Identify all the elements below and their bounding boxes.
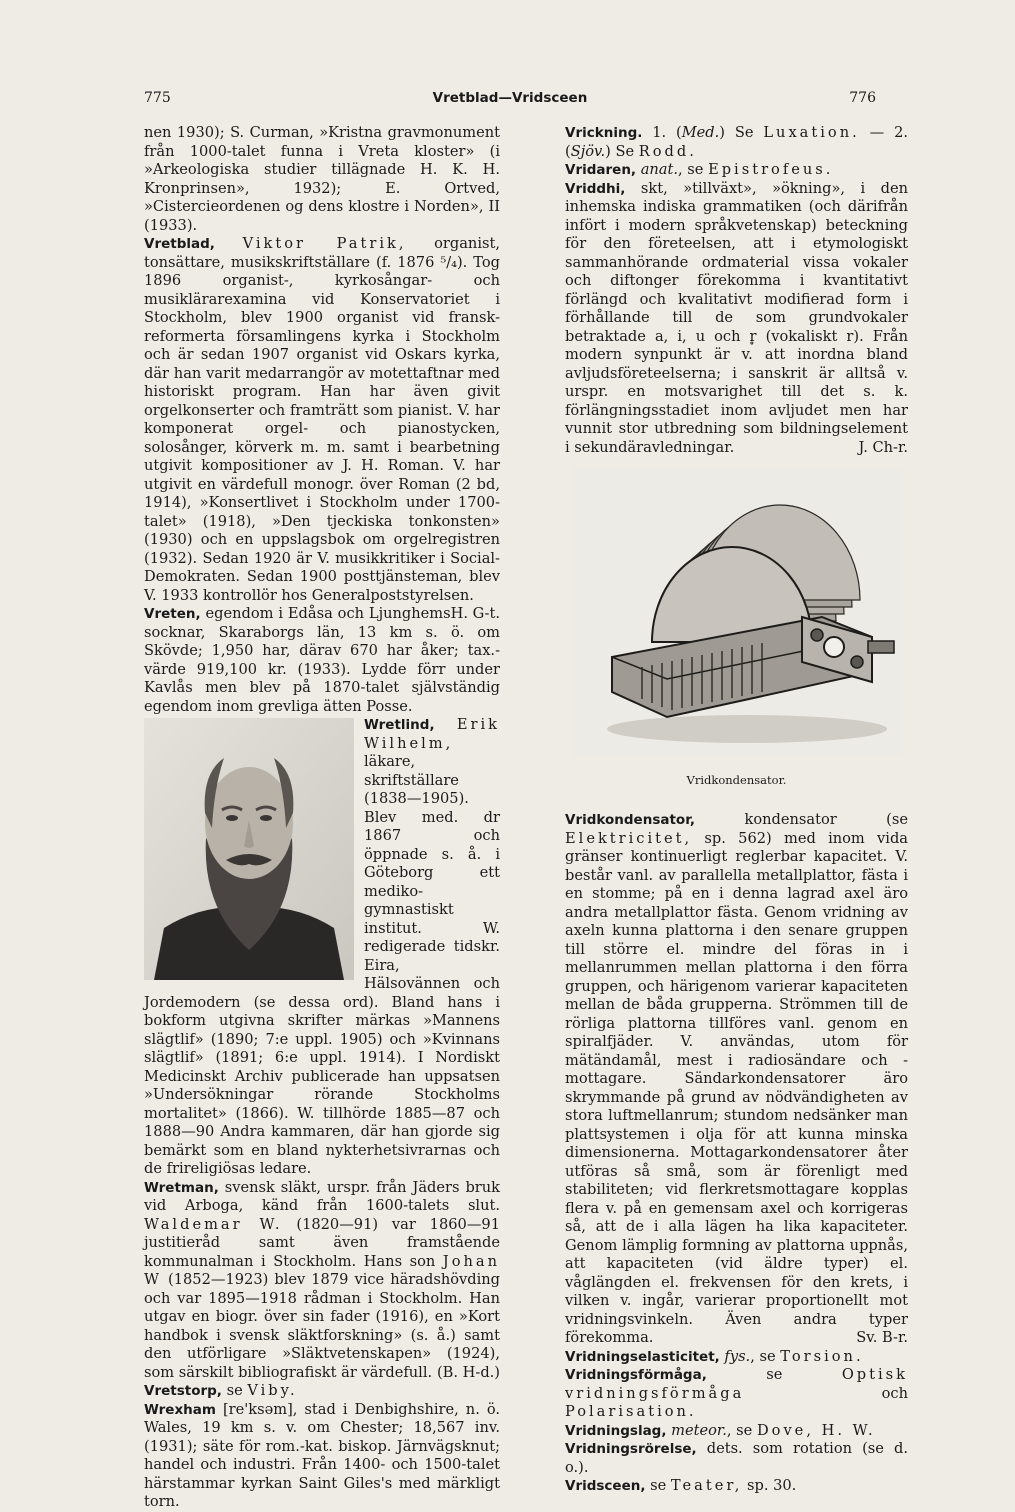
entry-text: ) Se [605,142,639,160]
cross-reference: Rodd. [638,142,697,160]
headword: Vridsceen, [565,1478,646,1494]
field-label: meteor. [671,1421,727,1439]
headword: Vridaren, [565,162,637,178]
right-column [565,124,908,1496]
person-name: Erik Wilhelm, [364,716,500,752]
cross-reference: Teater, [670,1477,743,1494]
headword: Wretman, [144,1179,219,1196]
headword: Vridningselasticitet, [565,1348,720,1365]
headword: Vridningslag, [565,1422,667,1439]
page-number-right: 776 [849,90,876,106]
entry-vridningslag [565,1422,908,1441]
headword: Vriddhi, [565,180,626,197]
entry-text: och [744,1384,908,1402]
signature: H. G-t. [450,605,500,622]
cross-reference: Optisk vridningsförmåga [565,1366,908,1402]
entry-continuation: nen 1930); S. Curman, »Kristna gravmonument från 1000-talet funna i Vreta kloster» (i »Arkeologiska studier tillägnade H. K. H. Kronprinsen», 1932); E. Ortved, »Cistercieordenen og dens klostre i Norden», II (1933). [144,124,500,234]
entry-text: , se [750,1347,781,1365]
cross-reference: Polarisation. [565,1403,697,1420]
entry-text: — 2. ( [565,124,909,160]
entry-wretman [144,1179,500,1383]
entry-vridaren [565,161,908,180]
portrait-photo [144,718,354,980]
entry-vridningsrorelse [565,1440,908,1477]
headword: Vridkondensator, [565,812,696,828]
signature: (B. H-d.) [436,1363,500,1381]
entry-vridningselasticitet [565,1348,908,1367]
cross-reference: Epistrofeus. [708,161,834,178]
entry-vridningsformaga [565,1366,908,1422]
entry-vretstorp [144,1382,500,1401]
field-label: Sjöv. [570,142,606,160]
headword: Vridningsförmåga, [565,1367,707,1383]
entry-text: kondensator (se [695,811,908,828]
entry-text: (1852—1923) blev 1879 vice häradshövding och var 1895—1918 rådman i Stockholm. Han utgav en biogr. över sin fader (1916), en »Kort handbok i svensk släktforskning» (s. å.) samt den utförligare »Släktvetenskapen» (1924), som särskilt bibliografiskt är värdefull. [144,1271,500,1381]
headword: Vridningsrörelse, [565,1441,697,1457]
entry-vrickning [565,124,908,161]
field-label: Med. [681,124,720,141]
entry-text: 1. ( [642,124,682,141]
entry-text: [re'ksəm], stad i Denbighshire, n. ö. Wales, 19 km s. v. om Chester; 18,567 inv. (1931); säte för rom.-kat. biskop. Järnvägsknut; handel och industri. Från 1400- och 1500-talet härstammar kyrkan Saint Giles's med märkligt torn. [144,1400,500,1510]
page-number-left: 775 [144,90,171,106]
entry-text: , se [678,161,709,178]
entry-text: svensk släkt, urspr. från Jäders bruk vid Arboga, känd från 1600-talets slut. [144,1178,500,1214]
page-header [144,90,876,114]
entry-text: se [221,1382,248,1399]
entry-text: (1820—91) var 1860—91 justitieråd samt även framstående kommunalman i Stockholm. Hans son [144,1215,500,1270]
entry-text: , se [726,1421,757,1439]
person-name: Viktor Patrik, [242,235,407,252]
headword: Vrickning. [565,125,643,141]
entry-text: sp. 30. [742,1477,797,1494]
cross-reference: Torsion. [780,1347,864,1365]
running-title: Vretblad—Vridsceen [432,90,588,106]
portrait-image [144,718,354,980]
cross-reference: Viby. [247,1382,298,1399]
entry-text: skt, »tillväxt», »ökning», i den inhemska indiska grammatiken (och därifrån infört i modern språkvetenskap) beteckning för den företeelsen, att i etymologiskt sammanhörande ordmaterial vissa vokaler och diftonger förekomma i kvantitativt förlängd och kvalitativt modifierad form i förhållande till de som grundvokaler betraktade a, i, u och r̥ (vokaliskt r). Från modern synpunkt är v. att inordna bland avljudsföreteelserna; i sanskrit är alltså v. urspr. en motsvarighet till det s. k. förlängningsstadiet inom avljudet men har vunnit stor utbredning som bildningselement i sekundäravledningar. [565,179,908,456]
person-name: Waldemar W. [144,1215,283,1233]
entry-vriddhi [565,180,908,458]
entry-vreten [144,605,500,716]
figure-caption: Vridkondensator. [686,772,787,787]
headword: Vretstorp, [144,1383,222,1399]
entry-text: dets. som rotation (se d. o.). [565,1440,908,1476]
person-name: Johan W [144,1252,500,1288]
entry-text: ) Se [719,124,764,141]
entry-text: sp. 562) med inom vida gränser kontinuerligt reglerbar kapacitet. V. består vanl. av parallella metallplattor, fästa i en stomme; på en i denna lagrad axel äro andra metallplattor fästa. Genom vridning av axeln kunna plattorna i den senare gruppen till större el. mindre del föras in i mellanrummen mellan plattorna i den förra gruppen, och härigenom varierar kapaciteten mellan de båda grupperna. Strömmen till de rörliga plattorna tillföres vanl. genom en spiralfjäder. V. användas, utom för mätändamål, mest i radiosändare och -mottagare. Sändarkondensatorer äro skrymmande på grund av nödvändigheten av stora luftmellanrum; stundom nedsänker man plattsystemen i olja för att kunna minska dimensionerna. Mottagarkondensatorer åter utföras så små, som är förenligt med stabiliteten; vid flerkretsmottagare kopplas flera v. på en gemensam axel och korrigeras så, att de i alla lägen ha lika kapaciteter. Genom lämplig formning av plattorna uppnås, att kapaciteten (vid äldre typer) el. våglängden el. frekvensen för den krets, i vilken v. ingår, varierar proportionellt mot vridningsvinkeln. Även andra typer förekomma. [565,829,908,1346]
entry-text: organist, tonsättare, musikskriftställare (f. 1876 ⁵/₄). Tog 1896 organist-, kyrkosångar- och musiklärarexamina vid Konservatoriet i Stockholm, blev 1900 organist vid fransk-reformerta församlingens kyrka i Stockholm och är sedan 1907 organist vid Oskars kyrka, där han varit medarrangör av motettaftnar med historiskt program. Han har även givit orgelkonserter och framträtt som pianist. V. har komponerat orgel- och pianostycken, solosånger, körverk m. m. samt i bearbetning utgivit kompositioner av J. H. Roman. V. har utgivit en värdefull monogr. över Roman (2 bd, 1914), »Konsertlivet i Stockholm under 1700-talet» (1918), »Den tjeckiska tonkonsten» (1930) och en uppslagsbok om orgelregistren (1932). Sedan 1920 är V. musikkritiker i Social-Demokraten. Sedan 1900 posttjänsteman, blev V. 1933 kontrollör hos Generalpoststyrelsen. [144,235,500,604]
entry-text: se [645,1477,671,1494]
entry-wretlind [144,716,500,1179]
field-label: fys. [724,1347,751,1365]
headword: Vreten, [144,606,201,622]
cross-reference: Dove, H. W. [756,1421,876,1439]
capacitor-illustration [572,467,902,757]
entry-vridsceen [565,1477,908,1496]
left-column [144,124,500,1512]
entry-text: läkare, skriftställare (1838—1905). Blev med. dr 1867 och öppnade s. å. i Göteborg ett mediko-gymnastiskt institut. W. redigerade tidskr. Eira, Hälsovännen och Jordemodern (se dessa ord). Bland hans i bokform utgivna skrifter märkas »Mannens slägtlif» (1890; 7:e uppl. 1905) och »Kvinnans slägtlif» (1891; 6:e uppl. 1914). I Nordiskt Medicinskt Archiv publicerade han uppsatsen »Undersökningar rörande Stockholms mortalitet» (1866). W. tillhörde 1885—87 och 1888—90 Andra kammaren, där han gjorde sig bemärkt som en bland nykterhetsivrarnas och de frireligiösas ledare. [144,753,500,1177]
figure-variable-capacitor [565,467,908,789]
headword: Wrexham [144,1401,216,1418]
entry-wrexham [144,1401,500,1512]
signature: Sv. B-r. [856,1329,908,1346]
signature: J. Ch-r. [858,438,908,456]
entry-text: egendom i Edåsa och Ljunghems socknar, Skaraborgs län, 13 km s. ö. om Skövde; 1,950 har, därav 670 har åker; tax.-värde 919,100 kr. (1933). Lydde förr under Kavlås men blev på 1870-talet självständig egendom inom grevliga ätten Posse. [144,605,500,715]
cross-reference: Elektricitet, [565,829,693,847]
entry-vridkondensator [565,811,908,1348]
field-label: anat. [640,161,679,178]
headword: Vretblad, [144,236,215,252]
entry-text: se [706,1366,842,1383]
cross-reference: Luxation. [763,124,860,141]
headword: Wretlind, [364,717,435,733]
